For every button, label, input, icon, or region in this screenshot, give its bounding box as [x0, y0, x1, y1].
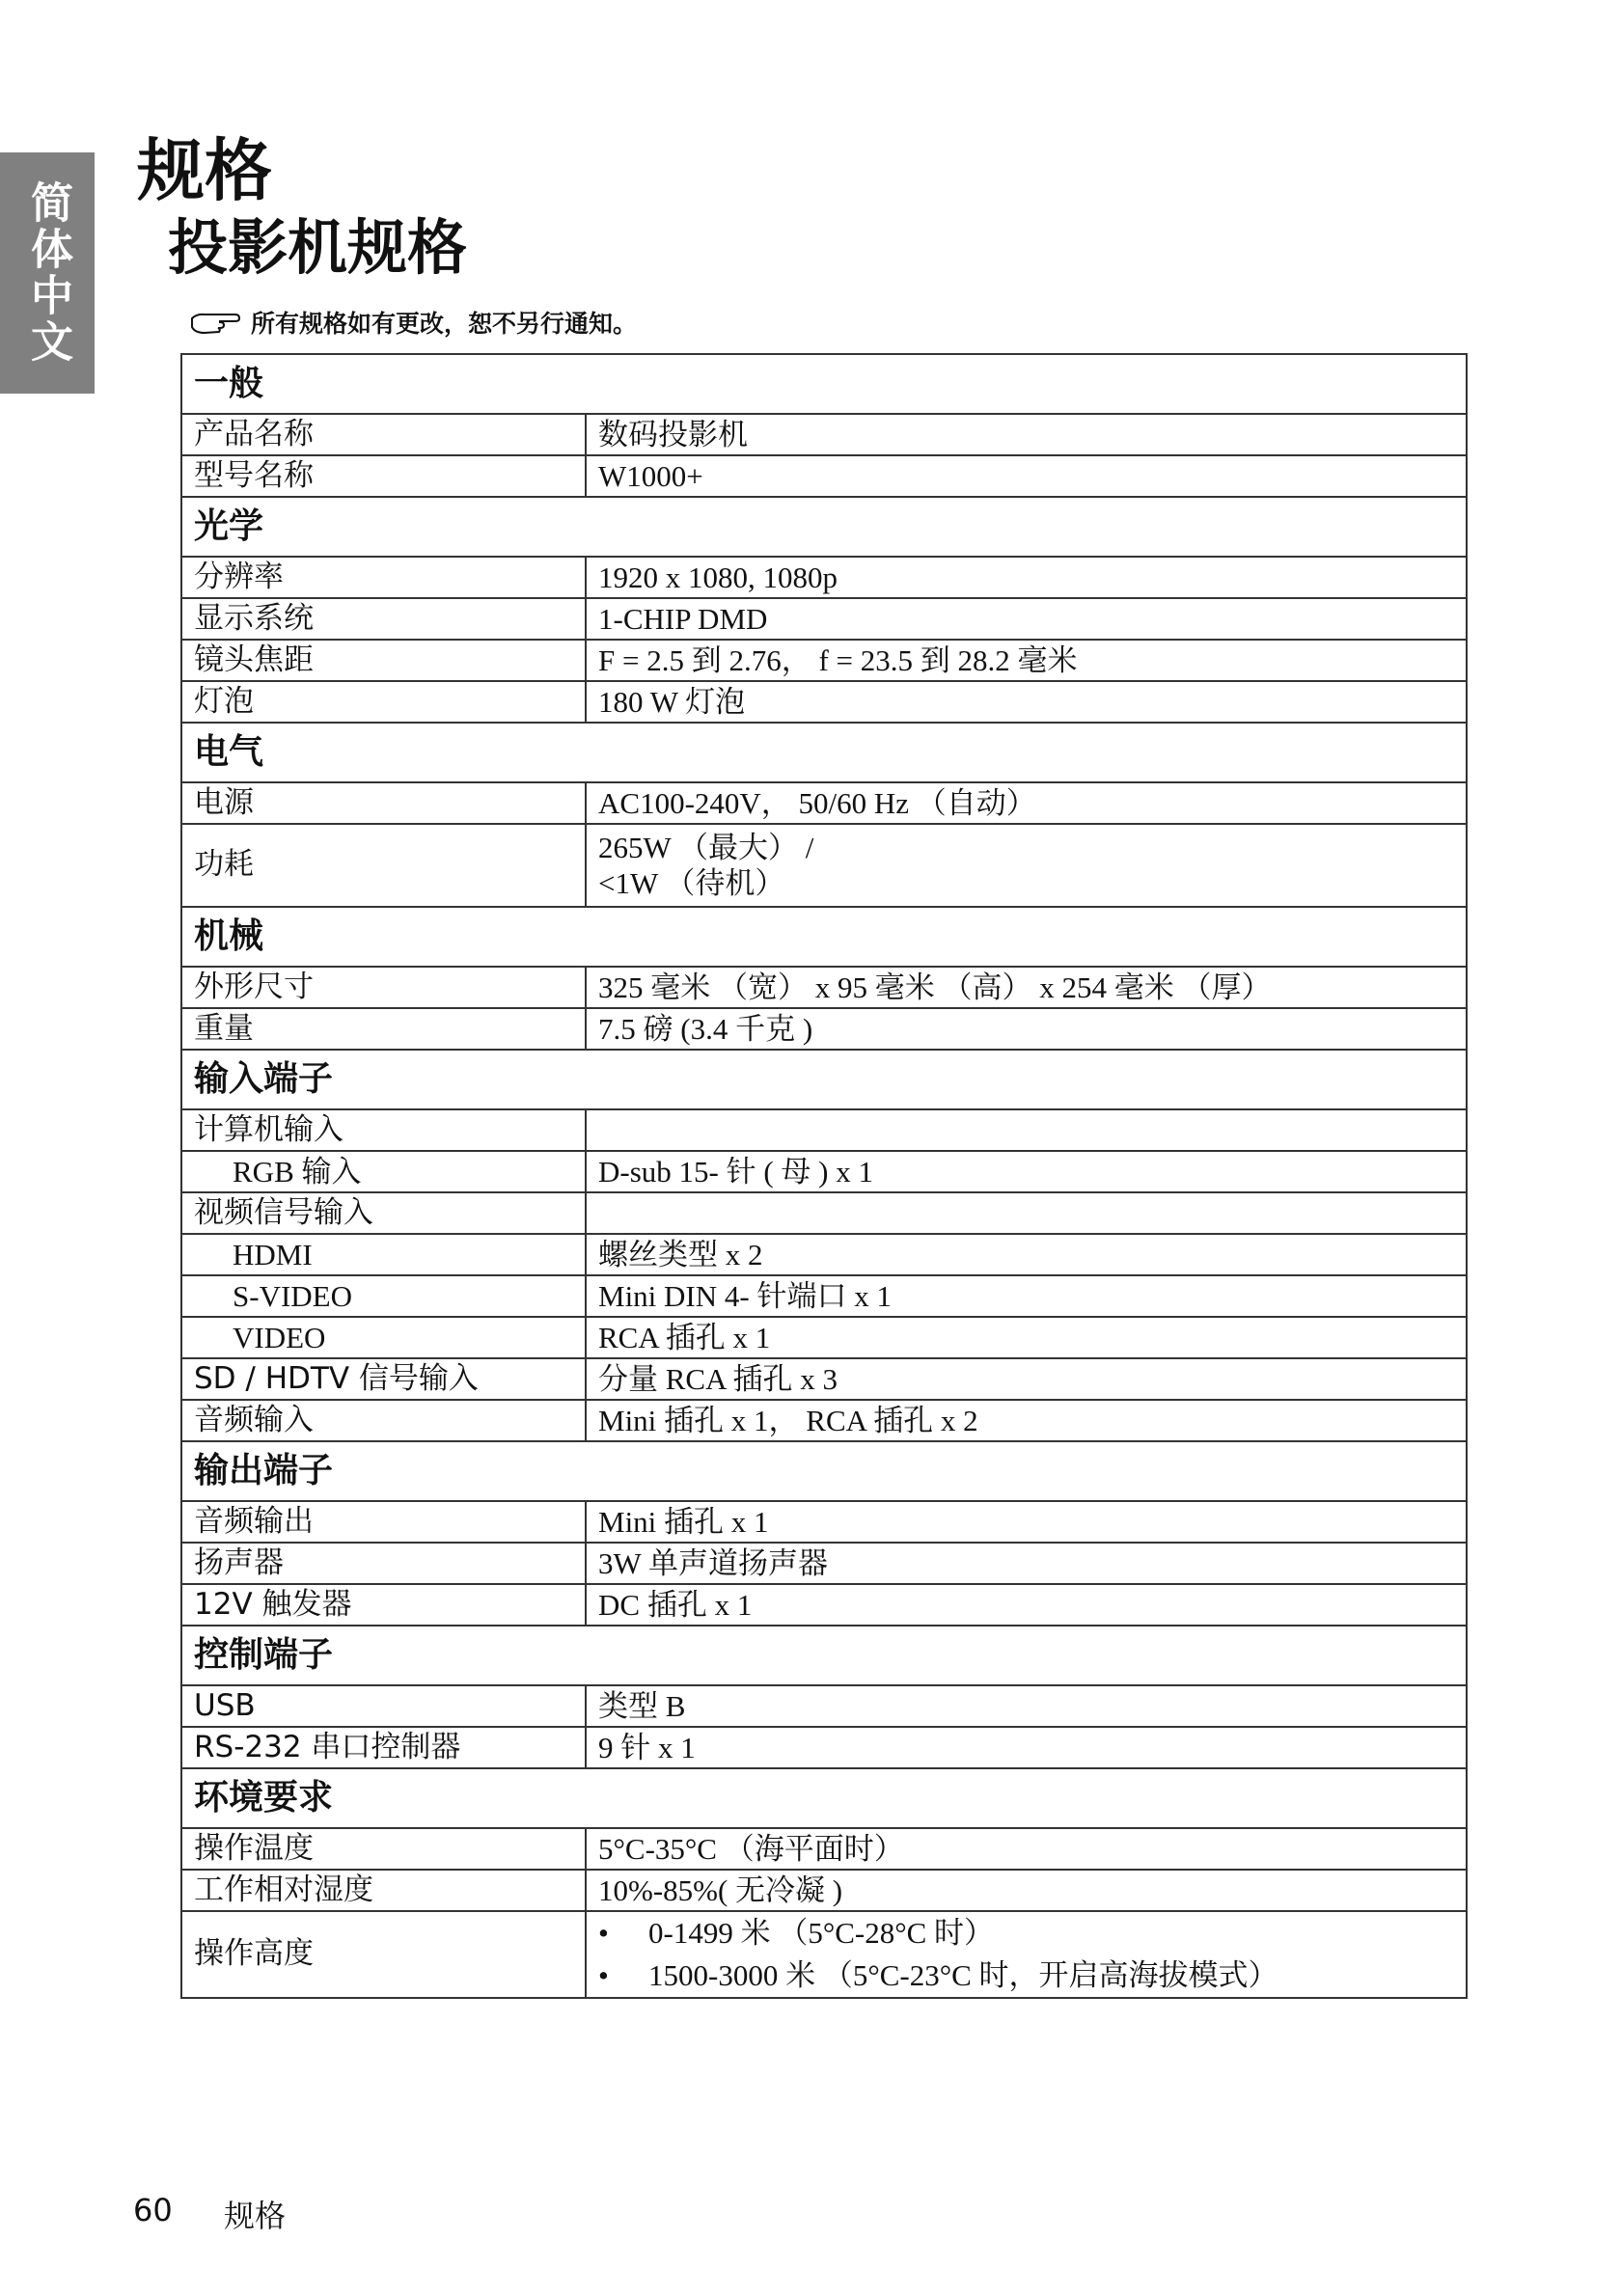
row-value: W1000+: [586, 455, 1467, 497]
note-text: 所有规格如有更改，恕不另行通知。: [251, 310, 638, 338]
table-row: [181, 782, 1467, 824]
table-row: [181, 1358, 1467, 1400]
row-value: 分量 RCA 插孔 x 3: [586, 1358, 1467, 1400]
row-value: D-sub 15- 针 ( 母 ) x 1: [586, 1151, 1467, 1192]
table-row: [181, 1192, 1467, 1234]
row-label: 功耗: [181, 824, 586, 907]
pointing-hand-icon: [189, 309, 241, 336]
row-label: 产品名称: [181, 414, 586, 455]
section-heading: 环境要求: [181, 1768, 1467, 1828]
row-value: 3W 单声道扬声器: [586, 1543, 1467, 1584]
row-value: 数码投影机: [586, 414, 1467, 455]
section-heading: 输出端子: [181, 1441, 1467, 1501]
row-value: [586, 1109, 1467, 1151]
value-line: 265W （最大） /: [598, 830, 814, 864]
row-label: 音频输出: [181, 1501, 586, 1543]
row-label: 操作高度: [181, 1911, 586, 1998]
section-input-terminals: [181, 1050, 1467, 1109]
row-value: AC100-240V， 50/60 Hz （自动）: [586, 782, 1467, 824]
table-row: [181, 824, 1467, 907]
section-environment: [181, 1768, 1467, 1828]
table-row: [181, 1008, 1467, 1050]
section-heading: 控制端子: [181, 1626, 1467, 1685]
row-value: Mini 插孔 x 1， RCA 插孔 x 2: [586, 1400, 1467, 1441]
table-row: [181, 1584, 1467, 1626]
row-value: DC 插孔 x 1: [586, 1584, 1467, 1626]
table-row: [181, 1828, 1467, 1870]
table-row: [181, 967, 1467, 1008]
row-label: HDMI: [181, 1234, 586, 1275]
section-heading: 光学: [181, 497, 1467, 557]
section-mechanical: [181, 907, 1467, 967]
page-title: 规格: [137, 131, 272, 210]
table-row: [181, 455, 1467, 497]
bullet-dot: •: [598, 1916, 609, 1951]
row-value: 1-CHIP DMD: [586, 598, 1467, 640]
row-label: 外形尺寸: [181, 967, 586, 1008]
table-row: [181, 1911, 1467, 1998]
table-row: [181, 1501, 1467, 1543]
row-label: 扬声器: [181, 1543, 586, 1584]
page-subtitle: 投影机规格: [168, 212, 468, 283]
row-label: 工作相对湿度: [181, 1870, 586, 1911]
table-row: [181, 1151, 1467, 1192]
bullet-text: 0-1499 米 （5°C-28°C 时）: [648, 1916, 995, 1951]
row-value: F = 2.5 到 2.76， f = 23.5 到 28.2 毫米: [586, 640, 1467, 681]
spec-table: [180, 353, 1468, 1999]
row-label: 视频信号输入: [181, 1192, 586, 1234]
table-row: [181, 681, 1467, 723]
bullet-dot: •: [598, 1958, 609, 1993]
row-value: Mini DIN 4- 针端口 x 1: [586, 1275, 1467, 1317]
row-value: 1920 x 1080, 1080p: [586, 557, 1467, 598]
table-row: [181, 1275, 1467, 1317]
row-value: 类型 B: [586, 1685, 1467, 1727]
language-tab: [0, 152, 95, 394]
row-label: S-VIDEO: [181, 1275, 586, 1317]
row-value: Mini 插孔 x 1: [586, 1501, 1467, 1543]
section-electrical: [181, 723, 1467, 782]
row-value: 10%-85%( 无冷凝 ): [586, 1870, 1467, 1911]
table-row: [181, 414, 1467, 455]
row-label: RGB 输入: [181, 1151, 586, 1192]
table-row: [181, 640, 1467, 681]
row-value: 180 W 灯泡: [586, 681, 1467, 723]
table-row: [181, 1317, 1467, 1358]
row-label: SD / HDTV 信号输入: [181, 1358, 586, 1400]
section-general: [181, 354, 1467, 414]
row-label: 型号名称: [181, 455, 586, 497]
table-row: [181, 1109, 1467, 1151]
row-label: 电源: [181, 782, 586, 824]
row-value: 5°C-35°C （海平面时）: [586, 1828, 1467, 1870]
section-heading: 电气: [181, 723, 1467, 782]
table-row: [181, 1685, 1467, 1727]
table-row: [181, 1727, 1467, 1768]
row-value: [586, 1911, 1467, 1998]
section-heading: 机械: [181, 907, 1467, 967]
row-value: [586, 1192, 1467, 1234]
bullet-item: [598, 1954, 1454, 1997]
table-row: [181, 1400, 1467, 1441]
row-label: 音频输入: [181, 1400, 586, 1441]
row-label: 分辨率: [181, 557, 586, 598]
table-row: [181, 1870, 1467, 1911]
section-output-terminals: [181, 1441, 1467, 1501]
row-value: 螺丝类型 x 2: [586, 1234, 1467, 1275]
row-label: 灯泡: [181, 681, 586, 723]
row-label: 计算机输入: [181, 1109, 586, 1151]
row-label: 操作温度: [181, 1828, 586, 1870]
row-value: [586, 824, 1467, 907]
row-label: RS-232 串口控制器: [181, 1727, 586, 1768]
table-row: [181, 1234, 1467, 1275]
bullet-item: [598, 1912, 1454, 1954]
footer-label: 规格: [224, 2198, 287, 2234]
section-optics: [181, 497, 1467, 557]
row-value: RCA 插孔 x 1: [586, 1317, 1467, 1358]
table-row: [181, 557, 1467, 598]
section-heading: 输入端子: [181, 1050, 1467, 1109]
page-number: 60: [133, 2192, 173, 2228]
table-row: [181, 598, 1467, 640]
row-label: 镜头焦距: [181, 640, 586, 681]
row-value: 9 针 x 1: [586, 1727, 1467, 1768]
bullet-text: 1500-3000 米 （5°C-23°C 时，开启高海拔模式）: [648, 1958, 1278, 1993]
row-label: 12V 触发器: [181, 1584, 586, 1626]
row-label: USB: [181, 1685, 586, 1727]
language-tab-label: 简体中文: [23, 180, 72, 366]
section-heading: 一般: [181, 354, 1467, 414]
row-label: 重量: [181, 1008, 586, 1050]
value-line: <1W （待机）: [598, 866, 785, 900]
row-value: 7.5 磅 (3.4 千克 ): [586, 1008, 1467, 1050]
note: [189, 303, 637, 342]
row-label: 显示系统: [181, 598, 586, 640]
section-control-terminals: [181, 1626, 1467, 1685]
row-label: VIDEO: [181, 1317, 586, 1358]
table-row: [181, 1543, 1467, 1584]
row-value: 325 毫米 （宽） x 95 毫米 （高） x 254 毫米 （厚）: [586, 967, 1467, 1008]
